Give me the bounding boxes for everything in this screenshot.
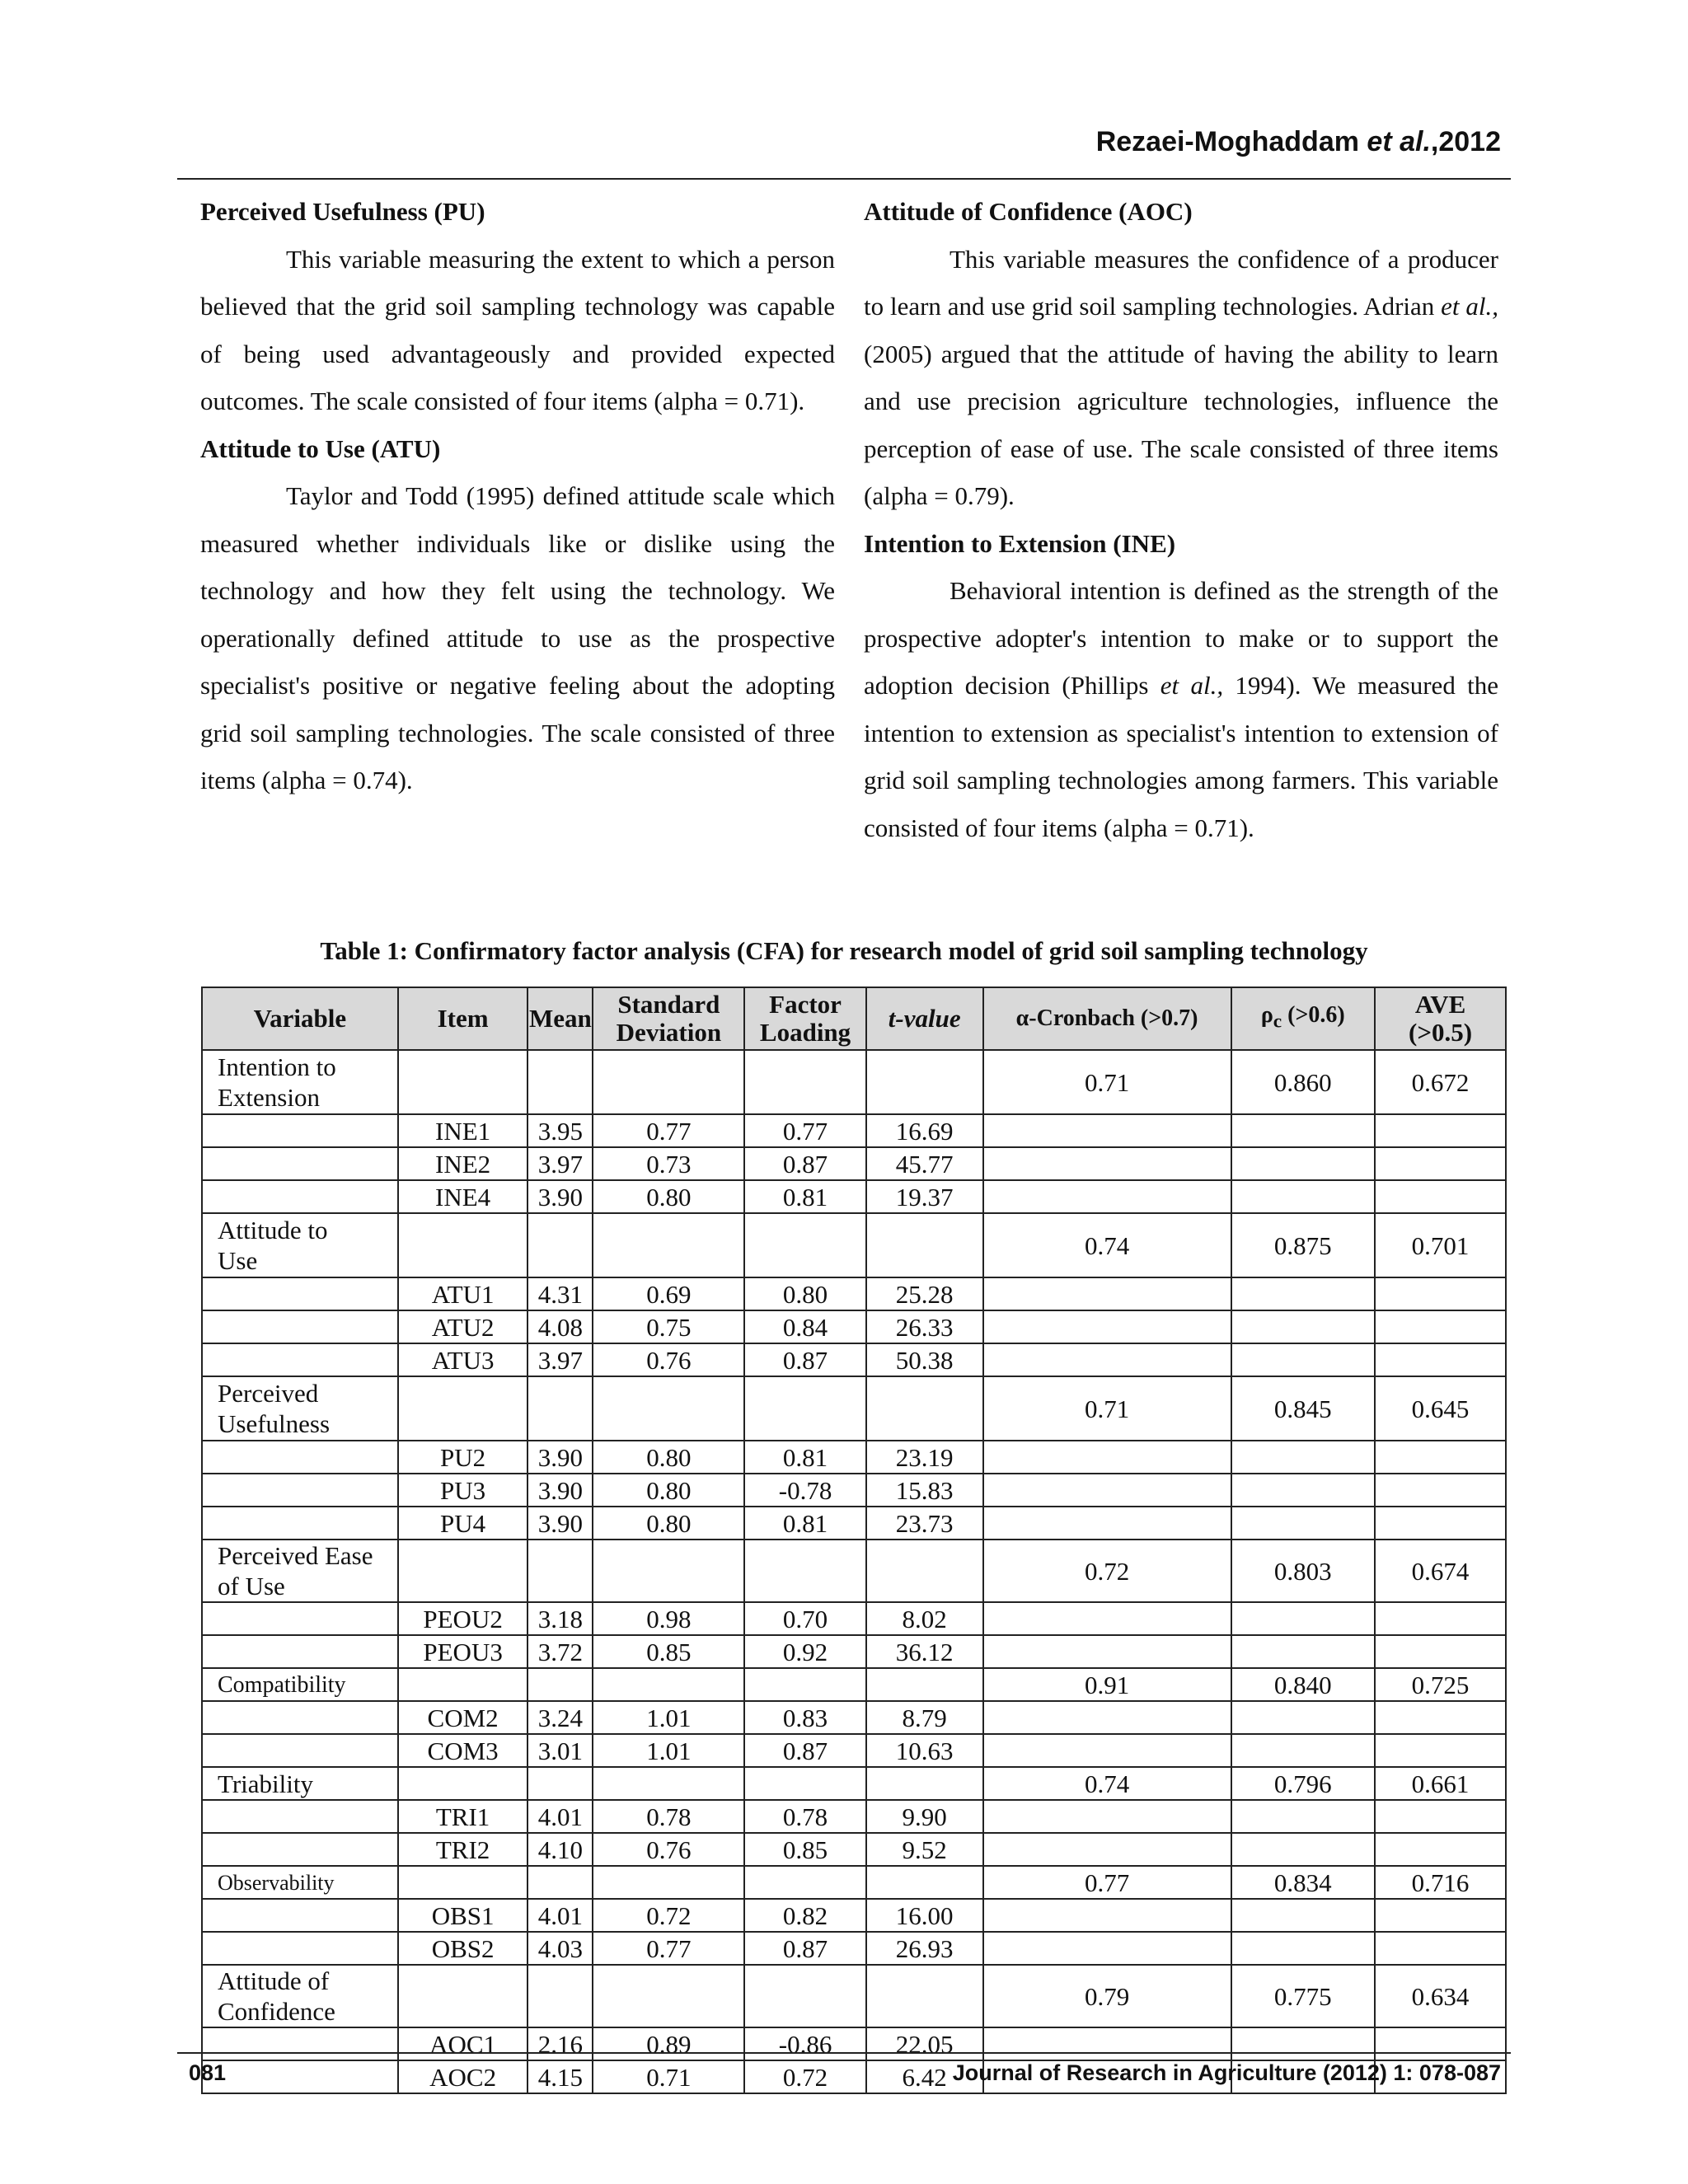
empty-cell: [202, 1474, 398, 1507]
cell-fl: 0.72: [744, 2060, 865, 2093]
cell-fl: 0.87: [744, 1932, 865, 1965]
empty-cell: [593, 1376, 744, 1441]
cell-item: PU3: [398, 1474, 528, 1507]
empty-cell: [866, 1050, 983, 1114]
empty-cell: [1375, 1147, 1506, 1180]
empty-cell: [398, 1767, 528, 1800]
empty-cell: [866, 1540, 983, 1602]
empty-cell: [983, 1147, 1231, 1180]
empty-cell: [593, 1213, 744, 1277]
header-year: ,2012: [1430, 126, 1501, 157]
empty-cell: [866, 1376, 983, 1441]
header-alpha: α-Cronbach (>0.7): [983, 987, 1231, 1050]
cell-sd: 0.69: [593, 1277, 744, 1310]
group-alpha: 0.74: [983, 1213, 1231, 1277]
cell-fl: 0.78: [744, 1800, 865, 1833]
empty-cell: [744, 1376, 865, 1441]
empty-cell: [202, 1635, 398, 1668]
empty-cell: [983, 1343, 1231, 1376]
table-row: [202, 1833, 1506, 1866]
empty-cell: [398, 1540, 528, 1602]
cell-t: 50.38: [866, 1343, 983, 1376]
empty-cell: [1231, 1899, 1376, 1932]
table-row: [202, 1507, 1506, 1540]
header-rule: [177, 178, 1511, 180]
empty-cell: [744, 1965, 865, 2027]
empty-cell: [866, 1668, 983, 1701]
empty-cell: [1231, 1701, 1376, 1734]
table-row: [202, 1310, 1506, 1343]
header-author: Rezaei-Moghaddam: [1095, 126, 1359, 157]
cell-sd: 0.75: [593, 1310, 744, 1343]
group-alpha: 0.77: [983, 1866, 1231, 1899]
cell-t: 8.79: [866, 1701, 983, 1734]
empty-cell: [593, 1668, 744, 1701]
cell-item: TRI1: [398, 1800, 528, 1833]
cell-mean: 4.03: [528, 1932, 593, 1965]
table-group-row: [202, 1050, 1506, 1114]
header-sd: Standard Deviation: [593, 987, 744, 1050]
empty-cell: [1231, 1602, 1376, 1635]
heading-aoc: Attitude of Confidence (AOC): [864, 197, 1193, 226]
cell-item: PU2: [398, 1441, 528, 1474]
empty-cell: [202, 1180, 398, 1213]
cell-sd: 0.85: [593, 1635, 744, 1668]
paragraph-aoc: This variable measures the confidence of a producer to learn and use grid soil sampling technologies. Adrian et al., (2005) argued that the attitude of having the ability to learn and use precision agriculture technologies, influence the perception of ease of use. The scale consisted of three items (alpha = 0.79).: [864, 244, 1498, 510]
table-header-row: [202, 987, 1506, 1050]
cell-mean: 3.01: [528, 1734, 593, 1767]
empty-cell: [1375, 1635, 1506, 1668]
cell-fl: -0.86: [744, 2027, 865, 2060]
footer-page-number: 081: [189, 2060, 227, 2085]
variable-name: Compatibility: [202, 1668, 398, 1701]
empty-cell: [202, 1833, 398, 1866]
cell-mean: 4.08: [528, 1310, 593, 1343]
cell-item: PEOU2: [398, 1602, 528, 1635]
empty-cell: [398, 1965, 528, 2027]
empty-cell: [983, 1180, 1231, 1213]
cell-mean: 4.31: [528, 1277, 593, 1310]
table-row: [202, 1147, 1506, 1180]
cell-t: 16.00: [866, 1899, 983, 1932]
empty-cell: [398, 1866, 528, 1899]
group-rho: 0.796: [1231, 1767, 1376, 1800]
cell-sd: 0.78: [593, 1800, 744, 1833]
cell-sd: 1.01: [593, 1701, 744, 1734]
empty-cell: [744, 1767, 865, 1800]
paragraph-atu: Taylor and Todd (1995) defined attitude scale which measured whether individuals like or dislike using the technology and how they felt using the technology. We operationally defined attitude to use as the prospective specialist's positive or negative feeling about the adopting grid soil sampling technologies. The scale consisted of three items (alpha = 0.74).: [200, 481, 835, 794]
empty-cell: [983, 1602, 1231, 1635]
footer-rule: [177, 2052, 1511, 2054]
group-rho: 0.775: [1231, 1965, 1376, 2027]
cell-mean: 4.15: [528, 2060, 593, 2093]
table-row: [202, 1635, 1506, 1668]
empty-cell: [1375, 1701, 1506, 1734]
header-rho: $\rho_c$ (>0.6): [1231, 987, 1376, 1050]
empty-cell: [1231, 1441, 1376, 1474]
cell-item: COM3: [398, 1734, 528, 1767]
empty-cell: [1375, 1343, 1506, 1376]
empty-cell: [593, 1965, 744, 2027]
empty-cell: [1375, 1602, 1506, 1635]
table-caption: Table 1: Confirmatory factor analysis (CFA) for research model of grid soil sampling technology: [320, 936, 1368, 965]
empty-cell: [866, 1767, 983, 1800]
cell-t: 10.63: [866, 1734, 983, 1767]
table-group-row: [202, 1866, 1506, 1899]
empty-cell: [528, 1866, 593, 1899]
table-group-row: [202, 1376, 1506, 1441]
cell-item: COM2: [398, 1701, 528, 1734]
empty-cell: [1375, 1277, 1506, 1310]
empty-cell: [983, 1114, 1231, 1147]
empty-cell: [1231, 1343, 1376, 1376]
empty-cell: [398, 1376, 528, 1441]
group-ave: 0.661: [1375, 1767, 1506, 1800]
header-variable: Variable: [202, 987, 398, 1050]
group-ave: 0.716: [1375, 1866, 1506, 1899]
empty-cell: [1375, 1899, 1506, 1932]
empty-cell: [1231, 1277, 1376, 1310]
cell-fl: 0.80: [744, 1277, 865, 1310]
empty-cell: [983, 2027, 1231, 2060]
empty-cell: [983, 1310, 1231, 1343]
empty-cell: [1375, 1310, 1506, 1343]
empty-cell: [528, 1668, 593, 1701]
empty-cell: [1375, 1932, 1506, 1965]
group-alpha: 0.72: [983, 1540, 1231, 1602]
empty-cell: [528, 1213, 593, 1277]
empty-cell: [593, 1050, 744, 1114]
cell-fl: 0.81: [744, 1180, 865, 1213]
empty-cell: [1231, 2027, 1376, 2060]
cell-t: 9.52: [866, 1833, 983, 1866]
table-group-row: [202, 1965, 1506, 2027]
variable-name: Attitude of Confidence: [202, 1965, 398, 2027]
cell-t: 16.69: [866, 1114, 983, 1147]
cell-sd: 0.80: [593, 1507, 744, 1540]
empty-cell: [983, 1635, 1231, 1668]
table-row: [202, 1932, 1506, 1965]
cell-item: OBS1: [398, 1899, 528, 1932]
empty-cell: [202, 1310, 398, 1343]
empty-cell: [744, 1050, 865, 1114]
cell-t: 6.42: [866, 2060, 983, 2093]
group-ave: 0.645: [1375, 1376, 1506, 1441]
table-row: [202, 1734, 1506, 1767]
group-ave: 0.674: [1375, 1540, 1506, 1602]
empty-cell: [744, 1866, 865, 1899]
footer-journal: Journal of Research in Agriculture (2012) 1: 078-087: [952, 2060, 1501, 2085]
cfa-table: [201, 987, 1507, 2094]
header-item: Item: [398, 987, 528, 1050]
running-header: [1096, 126, 1501, 158]
cell-item: OBS2: [398, 1932, 528, 1965]
cell-fl: 0.70: [744, 1602, 865, 1635]
empty-cell: [1231, 1800, 1376, 1833]
empty-cell: [202, 2060, 398, 2093]
empty-cell: [398, 1668, 528, 1701]
table-row: [202, 1800, 1506, 1833]
empty-cell: [744, 1540, 865, 1602]
empty-cell: [744, 1213, 865, 1277]
group-rho: 0.834: [1231, 1866, 1376, 1899]
cell-sd: 0.76: [593, 1833, 744, 1866]
group-rho: 0.860: [1231, 1050, 1376, 1114]
empty-cell: [866, 1213, 983, 1277]
cell-item: ATU2: [398, 1310, 528, 1343]
cell-t: 26.33: [866, 1310, 983, 1343]
empty-cell: [1231, 1474, 1376, 1507]
cell-mean: 4.01: [528, 1899, 593, 1932]
left-column: [200, 188, 835, 804]
cell-item: TRI2: [398, 1833, 528, 1866]
cell-item: ATU1: [398, 1277, 528, 1310]
empty-cell: [202, 1734, 398, 1767]
empty-cell: [202, 1343, 398, 1376]
empty-cell: [1375, 1507, 1506, 1540]
cell-fl: 0.81: [744, 1507, 865, 1540]
cell-sd: 0.72: [593, 1899, 744, 1932]
group-rho: 0.875: [1231, 1213, 1376, 1277]
empty-cell: [1375, 1114, 1506, 1147]
cell-mean: 3.24: [528, 1701, 593, 1734]
empty-cell: [1375, 1833, 1506, 1866]
cell-mean: 4.01: [528, 1800, 593, 1833]
empty-cell: [866, 1965, 983, 2027]
empty-cell: [1231, 1833, 1376, 1866]
cell-fl: 0.82: [744, 1899, 865, 1932]
group-ave: 0.701: [1375, 1213, 1506, 1277]
empty-cell: [983, 1833, 1231, 1866]
header-mean: Mean: [528, 987, 593, 1050]
empty-cell: [202, 1800, 398, 1833]
empty-cell: [983, 1932, 1231, 1965]
cell-fl: 0.77: [744, 1114, 865, 1147]
cell-fl: 0.81: [744, 1441, 865, 1474]
empty-cell: [202, 1147, 398, 1180]
cell-mean: 3.18: [528, 1602, 593, 1635]
table-group-row: [202, 1213, 1506, 1277]
empty-cell: [1375, 2027, 1506, 2060]
cell-t: 26.93: [866, 1932, 983, 1965]
group-alpha: 0.91: [983, 1668, 1231, 1701]
header-factor-loading: Factor Loading: [744, 987, 865, 1050]
table-row: [202, 1474, 1506, 1507]
table-row: [202, 1701, 1506, 1734]
cell-mean: 3.90: [528, 1474, 593, 1507]
cell-mean: 3.97: [528, 1343, 593, 1376]
cell-sd: 0.73: [593, 1147, 744, 1180]
cell-t: 9.90: [866, 1800, 983, 1833]
empty-cell: [202, 2027, 398, 2060]
empty-cell: [983, 1800, 1231, 1833]
group-alpha: 0.71: [983, 1050, 1231, 1114]
empty-cell: [1231, 1310, 1376, 1343]
cell-mean: 3.90: [528, 1507, 593, 1540]
cell-item: INE4: [398, 1180, 528, 1213]
cell-fl: -0.78: [744, 1474, 865, 1507]
group-alpha: 0.71: [983, 1376, 1231, 1441]
table-group-row: [202, 1767, 1506, 1800]
empty-cell: [202, 1114, 398, 1147]
cell-mean: 3.72: [528, 1635, 593, 1668]
cell-t: 36.12: [866, 1635, 983, 1668]
empty-cell: [593, 1540, 744, 1602]
cell-mean: 3.97: [528, 1147, 593, 1180]
header-ave: AVE (>0.5): [1375, 987, 1506, 1050]
empty-cell: [398, 1213, 528, 1277]
table-row: [202, 1899, 1506, 1932]
empty-cell: [1231, 1114, 1376, 1147]
cell-sd: 0.76: [593, 1343, 744, 1376]
table-row: [202, 1180, 1506, 1213]
empty-cell: [983, 1507, 1231, 1540]
variable-name: Triability: [202, 1767, 398, 1800]
cell-sd: 0.80: [593, 1180, 744, 1213]
cell-mean: 3.95: [528, 1114, 593, 1147]
empty-cell: [593, 1767, 744, 1800]
variable-name: Observability: [202, 1866, 398, 1899]
variable-name: Attitude to Use: [202, 1213, 398, 1277]
cell-item: PU4: [398, 1507, 528, 1540]
cell-mean: 2.16: [528, 2027, 593, 2060]
cell-t: 45.77: [866, 1147, 983, 1180]
empty-cell: [528, 1540, 593, 1602]
heading-ine: Intention to Extension (INE): [864, 528, 1176, 558]
heading-pu: Perceived Usefulness (PU): [200, 197, 485, 226]
cell-fl: 0.83: [744, 1701, 865, 1734]
cell-item: AOC1: [398, 2027, 528, 2060]
cell-t: 23.73: [866, 1507, 983, 1540]
cell-sd: 0.80: [593, 1474, 744, 1507]
empty-cell: [1231, 1734, 1376, 1767]
empty-cell: [1231, 1180, 1376, 1213]
cell-sd: 0.80: [593, 1441, 744, 1474]
cell-t: 15.83: [866, 1474, 983, 1507]
cell-item: AOC2: [398, 2060, 528, 2093]
cell-sd: 0.77: [593, 1114, 744, 1147]
table-row: [202, 1343, 1506, 1376]
empty-cell: [1231, 1635, 1376, 1668]
header-etal: et al.: [1367, 126, 1431, 157]
heading-atu: Attitude to Use (ATU): [200, 434, 441, 463]
empty-cell: [593, 1866, 744, 1899]
cell-t: 22.05: [866, 2027, 983, 2060]
cell-t: 19.37: [866, 1180, 983, 1213]
empty-cell: [202, 1932, 398, 1965]
empty-cell: [202, 1277, 398, 1310]
table-row: [202, 1602, 1506, 1635]
empty-cell: [744, 1668, 865, 1701]
group-ave: 0.725: [1375, 1668, 1506, 1701]
cell-fl: 0.87: [744, 1343, 865, 1376]
cell-t: 23.19: [866, 1441, 983, 1474]
empty-cell: [202, 1441, 398, 1474]
empty-cell: [983, 1277, 1231, 1310]
empty-cell: [983, 1441, 1231, 1474]
table-row: [202, 1277, 1506, 1310]
cell-t: 25.28: [866, 1277, 983, 1310]
cell-fl: 0.87: [744, 1734, 865, 1767]
empty-cell: [983, 1701, 1231, 1734]
empty-cell: [1231, 1507, 1376, 1540]
table-group-row: [202, 1668, 1506, 1701]
group-alpha: 0.79: [983, 1965, 1231, 2027]
empty-cell: [983, 1474, 1231, 1507]
paragraph-ine: Behavioral intention is defined as the strength of the prospective adopter's intention to make or to support the adoption decision (Phillips et al., 1994). We measured the intention to extension as specialist's intention to extension of grid soil sampling technologies among farmers. This variable consisted of four items (alpha = 0.71).: [864, 576, 1498, 842]
empty-cell: [528, 1767, 593, 1800]
group-rho: 0.840: [1231, 1668, 1376, 1701]
cell-item: INE2: [398, 1147, 528, 1180]
group-alpha: 0.74: [983, 1767, 1231, 1800]
empty-cell: [1231, 1147, 1376, 1180]
group-ave: 0.672: [1375, 1050, 1506, 1114]
empty-cell: [528, 1050, 593, 1114]
cell-t: 8.02: [866, 1602, 983, 1635]
group-rho: 0.803: [1231, 1540, 1376, 1602]
empty-cell: [398, 1050, 528, 1114]
cell-fl: 0.85: [744, 1833, 865, 1866]
empty-cell: [983, 1734, 1231, 1767]
cell-sd: 1.01: [593, 1734, 744, 1767]
empty-cell: [866, 1866, 983, 1899]
table-row: [202, 1441, 1506, 1474]
cell-fl: 0.87: [744, 1147, 865, 1180]
cell-mean: 4.10: [528, 1833, 593, 1866]
empty-cell: [1375, 1800, 1506, 1833]
cell-sd: 0.77: [593, 1932, 744, 1965]
cell-item: PEOU3: [398, 1635, 528, 1668]
empty-cell: [983, 1899, 1231, 1932]
empty-cell: [1375, 1734, 1506, 1767]
table-body: [202, 1050, 1506, 2093]
variable-name: Perceived Ease of Use: [202, 1540, 398, 1602]
header-t-value: t-value: [866, 987, 983, 1050]
cell-fl: 0.84: [744, 1310, 865, 1343]
cell-sd: 0.71: [593, 2060, 744, 2093]
empty-cell: [1375, 1474, 1506, 1507]
cell-mean: 3.90: [528, 1180, 593, 1213]
cell-item: INE1: [398, 1114, 528, 1147]
cell-item: ATU3: [398, 1343, 528, 1376]
right-column: [864, 188, 1498, 851]
paragraph-pu: This variable measuring the extent to which a person believed that the grid soil sampling technology was capable of being used advantageously and provided expected outcomes. The scale consisted of four items (alpha = 0.71).: [200, 244, 835, 415]
empty-cell: [1375, 1441, 1506, 1474]
variable-name: Perceived Usefulness: [202, 1376, 398, 1441]
group-ave: 0.634: [1375, 1965, 1506, 2027]
cell-fl: 0.92: [744, 1635, 865, 1668]
cell-sd: 0.98: [593, 1602, 744, 1635]
empty-cell: [202, 1899, 398, 1932]
empty-cell: [528, 1376, 593, 1441]
cell-sd: 0.89: [593, 2027, 744, 2060]
empty-cell: [202, 1507, 398, 1540]
table-row: [202, 1114, 1506, 1147]
empty-cell: [202, 1701, 398, 1734]
cell-mean: 3.90: [528, 1441, 593, 1474]
empty-cell: [1375, 1180, 1506, 1213]
table-group-row: [202, 1540, 1506, 1602]
empty-cell: [528, 1965, 593, 2027]
variable-name: Intention to Extension: [202, 1050, 398, 1114]
empty-cell: [1231, 1932, 1376, 1965]
group-rho: 0.845: [1231, 1376, 1376, 1441]
empty-cell: [202, 1602, 398, 1635]
table-row: [202, 2027, 1506, 2060]
